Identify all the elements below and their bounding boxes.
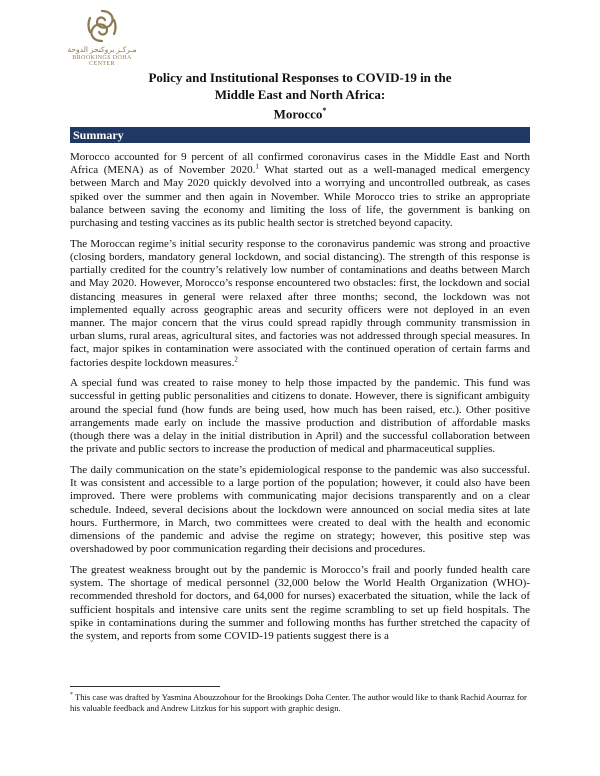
paragraph-3: A special fund was created to raise money to help those impacted by the pandemic. This fund was successful in getting public personalities and citizens to donate. However, there is significant ambiguity around the special fund (how funds are being used, how much has been raised, etc.). Other positive arrangements made early on include the massive production and distribution of affordable masks (though there was a delay in the initial distribution in April) and the successful collaboration between the private and public sectors to increase the production of medical and pharmaceutical supplies.: [70, 377, 530, 456]
title-country: Morocco: [273, 106, 323, 122]
paragraph-1-text-b: What started out as a well-managed medical emergency between March and May 2020 quickly devolved into a worrying and uncontrolled outbreak, as cases spiked over the summer and then again in November. While Morocco tries to strike an appropriate balance between saving the economy and limiting the loss of life, the government is banking on purchasing and testing vaccines as its public health sector is stretched beyond capacity.: [70, 164, 530, 230]
brookings-doha-logo: [62, 8, 142, 67]
footnote: [70, 690, 530, 715]
footnote-marker: *: [70, 692, 73, 698]
stylized-doha-emblem-icon: [85, 8, 119, 44]
footnote-ref-1: 1: [255, 162, 259, 171]
title-footnote-marker: *: [322, 106, 327, 115]
title-line-1: Policy and Institutional Responses to COVID-19 in the: [148, 70, 452, 85]
logo-english-text: BROOKINGS DOHA CENTER: [72, 55, 132, 67]
summary-heading-bar: [70, 127, 530, 143]
paragraph-2-text: The Moroccan regime’s initial security response to the coronavirus pandemic was strong and proactive (closing borders, mandatory general lockdown, and social distancing). The strength of this response is partially credited for the country’s relatively low number of contaminations and deaths between March and May 2020. However, Morocco’s response encountered two obstacles: first, the lockdown and social distancing measures in general were relaxed after three months; second, the lockdown was not implemented equally across geographic areas and security officers were not deployed in an even manner. The major concern that the virus could spread rapidly through community transmission in urban slums, rural areas, agricultural sites, and factories was not addressed through special measures. In fact, major spikes in contamination were associated with the continued operation of certain farms and factories despite lockdown measures.: [70, 237, 530, 369]
footnote-ref-2: 2: [234, 354, 238, 363]
paragraph-1: [70, 151, 530, 230]
logo-arabic-text: مـركـز بروكنجز الدوحة: [67, 45, 137, 54]
summary-heading: Summary: [73, 128, 124, 142]
paragraph-5: The greatest weakness brought out by the pandemic is Morocco’s frail and poorly funded health care system. The shortage of medical personnel (32,000 below the World Health Organization (WHO)-recommended threshold for doctors, and 64,000 for nurses) exacerbated the situation, while the lack of sufficient hospitals and intensive care units sent the regime scrambling to set up field hospitals. The spike in contaminations during the summer and following months has further stretched the capacity of the system, and reports from some COVID-19 patients suggest there is a: [70, 563, 530, 642]
title-line-2: Middle East and North Africa:: [214, 86, 386, 102]
title-line-3: [0, 103, 600, 123]
paragraph-2: [70, 238, 530, 370]
summary-body: [70, 151, 530, 651]
paragraph-1-text-a: Morocco accounted for 9 percent of all confirmed coronavirus cases in the Middle East and North Africa (MENA) as of November 2020.: [70, 151, 530, 177]
paragraph-4: The daily communication on the state’s epidemiological response to the pandemic was also successful. It was consistent and accessible to a large portion of the population; however, it could also have been improved. There were problems with communicating major decisions transparently and on a clear schedule. Indeed, several decisions about the lockdown were announced on social media sites at late hours. Furthermore, in March, two committees were created to deal with the health and economic dimensions of the pandemic and advise the regime on strategy; however, this positive step was overshadowed by poor communication regarding their decisions and procedures.: [70, 463, 530, 556]
footnote-divider: [70, 686, 220, 687]
footnote-text: This case was drafted by Yasmina Abouzzohour for the Brookings Doha Center. The author would like to thank Rachid Aourraz for his valuable feedback and Andrew Litzkus for his support with graphic design.: [70, 691, 527, 714]
document-title: [0, 70, 600, 123]
